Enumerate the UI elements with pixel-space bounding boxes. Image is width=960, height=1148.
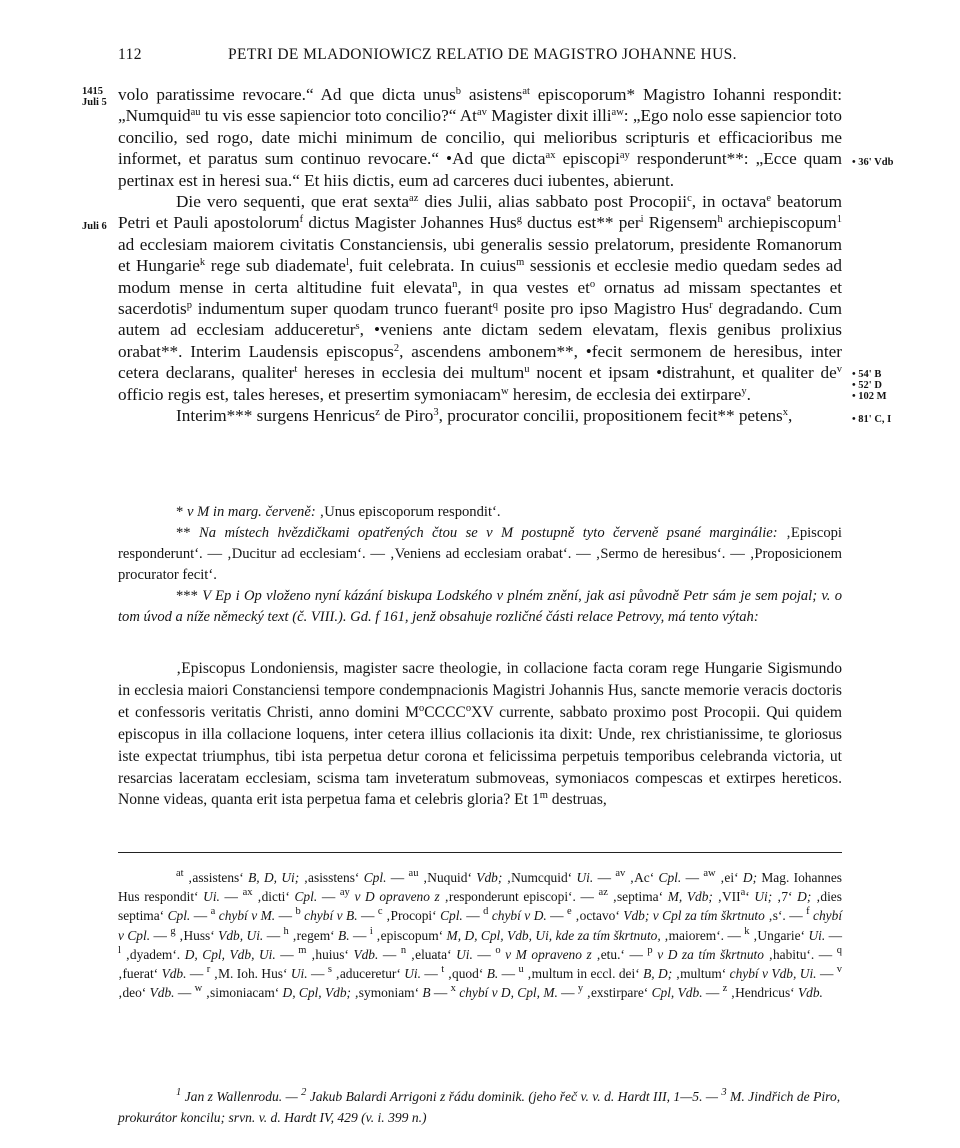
quote-text: ‚Episcopus Londoniensis, magister sacre theologie, in collacione facta coram rege Hungarie Sigismundo in ecclesia maiori Constanciensi tempore condempnacionis Magistri Johannis Hus, sancte memorie veracis doctoris et confessoris veritatis Christi, anno domini $M^oCCCC^oXV$ currente, sabbato proximo post Procopii. Qui quidem episcopus in illa collacione loquens, inter cetera illius collacionis ita dixit: Unde, rex christianissime, te gloriosus iste expectat triumphus, tibi ista perpetua detur corona et felicissima perpetuis temporibus celebranda victoria, ut resarcias laceratam ecclesiam, scisma tam inveteratum submoveas, symoniacos compescas et extirpes hereticos. Nonne videas, quanta erit ista perpetua fama et celebris gloria? Et 1$^m$ destruas, <box>118 660 842 809</box>
paragraph-2: Die vero sequenti, que erat sexta$^{az}$ dies Julii, alias sabbato post Procopii$^c$, in octava$^e$ beatorum Petri et Pauli apostolorum$^f$ dictus Magister Johannes Hus$^g$ ductus est** per$^i$ Rigensem$^h$ archiepiscopum$^1$ ad ecclesiam maiorem civitatis Constanciensis, ubi generalis sessio prelatorum, presidente Romanorum et Hungarie$^k$ rege sub diademate$^l$, fuit celebrata. In cuius$^m$ sessionis et ecclesie medio quedam sedes ad modum mense in certa altitudine fuit elevata$^n$, in qua vestes $et^o$ ornatus ad missam spectantes et sacerdotis$^p$ indumentum super quodam trunco fuerant$^q$ posite pro ipso Magistro Hus$^r$ degradando. Cum autem ad ecclesiam adduceretur$^s$, •veniens ante dictam sedem elevatam, flexis genibus prolixius orabat**. Interim Laudensis episcopus$^2$, ascendens ambonem**, •fecit sermonem de heresibus, inter cetera declarans, qualiter$^t$ hereses in ecclesia dei multum$^u$ nocent et ipsam •distrahunt, et qualiter $de^v$ officio regis est, tales hereses, et presertim symoniacam$^w$ heresim, de ecclesia dei extirpare$^y$. <box>118 192 843 404</box>
note-single-star: * v M in marg. červeně: ‚Unus episcoporum respondit‘. <box>176 504 501 520</box>
note-triple-star: *** V Ep i Op vloženo nyní kázání biskupa Lodského v plném znění, jak asi původně Petr sám je sem pojal; v. o tom úvod a níže německý text (č. VIII.). Gd. f 161, jenž obsahuje rozličné části relace Petrovy, má tento výtah: <box>118 588 842 625</box>
running-title: PETRI DE MLADONIOWICZ RELATIO DE MAGISTRO JOHANNE HUS. <box>228 46 737 63</box>
note-double-star: ** Na místech hvězdičkami opatřených čtou se v M postupně tyto červeně psané marginálie: ‚Episcopi responderunt‘. — ‚Ducitur ad ecclesiam‘. — ‚Veniens ad ecclesiam orabat‘. — ‚Sermo de heresibus‘. — ‚Proposicionem procurator fecit‘. <box>118 525 842 583</box>
footnotes-text: $^1$ Jan z Wallenrodu. — $^2$ Jakub Balardi Arrigoni z řádu dominik. (jeho řeč v. v. d. Hardt III, 1—5. — $^3$ M. Jindřich de Piro, prokurátor koncilu; srvn. v. d. Hardt IV, 429 (v. i. 399 n.) <box>118 1087 841 1125</box>
margin-ref-vdb: • 36' Vdb <box>852 157 894 168</box>
paragraph-3: Interim*** surgens Henricus$^z$ de Piro$^3$, procurator concilii, propositionem fecit** petens$^x$, <box>176 406 793 426</box>
margin-year: 1415 <box>82 86 103 97</box>
main-text <box>118 84 842 427</box>
footnotes <box>118 1086 842 1128</box>
quoted-excerpt <box>118 658 842 811</box>
margin-date-juli-6: Juli 6 <box>82 221 107 232</box>
editorial-notes <box>118 502 842 628</box>
apparatus-text: $^{at}$ ‚assistens‘ B, D, Ui; ‚asisstens‘ Cpl. — $^{au}$ ‚Nuquid‘ Vdb; ‚Numcquid‘ Ui. — $^{av}$ ‚Ac‘ Cpl. — $^{aw}$ ‚ei‘ D; Mag. Iohannes Hus respondit‘ Ui. — $^{ax}$ ‚dicti‘ Cpl. — $^{ay}$ v D opraveno z ‚responderunt episcopi‘. — $^{az}$ ‚septima‘ M, Vdb; ‚VII$^a$‘ Ui; ‚7‘ D; ‚dies septima‘ Cpl. — $^a$ chybí v M. — $^b$ chybí v B. — $^c$ ‚Procopi‘ Cpl. — $^d$ chybí v D. — $^e$ ‚octavo‘ Vdb; v Cpl za tím škrtnuto ‚s‘. — $^f$ chybí v Cpl. — $^g$ ‚Huss‘ Vdb, Ui. — $^h$ ‚regem‘ B. — $^i$ ‚episcopum‘ M, D, Cpl, Vdb, Ui, kde za tím škrtnuto, ‚maiorem‘. — $^k$ ‚Ungarie‘ Ui. — $^l$ ‚dyadem‘. D, Cpl, Vdb, Ui. — $^m$ ‚huius‘ Vdb. — $^n$ ‚eluata‘ Ui. — $^o$ v M opraveno z ‚etu.‘ — $^p$ v D za tím škrtnuto ‚habitu‘. — $^q$ ‚fuerat‘ Vdb. — $^r$ ‚M. Ioh. Hus‘ Ui. — $^s$ ‚aduceretur‘ Ui. — $^t$ ‚quod‘ B. — $^u$ ‚multum in eccl. dei‘ B, D; ‚multum‘ chybí v Vdb, Ui. — $^v$ ‚deo‘ Vdb. — $^w$ ‚simoniacam‘ D, Cpl, Vdb; ‚symoniam‘ B — $^x$ chybí v D, Cpl, M. — $^y$ ‚exstirpare‘ Cpl, Vdb. — $^z$ ‚Hendricus‘ Vdb. <box>118 868 843 1001</box>
footnote-divider <box>118 852 842 853</box>
margin-date-juli-5: Juli 5 <box>82 97 107 108</box>
running-header <box>118 46 842 68</box>
paragraph-1: volo paratissime revocare.“ Ad que dicta unus$^b$ asistens$^{at}$ episcoporum* Magistro Iohanni respondit: „Numquid$^{au}$ tu vis esse sapiencior toto concilio?“ $At^{av}$ Magister dixit illi$^{aw}$: „Ego nolo esse sapiencior toto concilio, sed rogo, date michi minimum de concilio, qui melioribus scripturis et efficacioribus me informet, et paratus sum continuo revocare.“ •Ad que dicta$^{ax}$ episcopi$^{ay}$ responderunt**: „Ecce quam pertinax est in heresi sua.“ Et hiis dictis, eum ad carceres duci iubentes, abierunt. <box>118 85 843 190</box>
margin-ref-ci: • 81' C, I <box>852 414 892 425</box>
margin-ref-m: • 102 M <box>852 391 887 402</box>
page-number: 112 <box>118 46 142 63</box>
margin-ref-b: • 54' B <box>852 369 882 380</box>
critical-apparatus <box>118 868 842 1002</box>
margin-ref-d: • 52' D <box>852 380 882 391</box>
